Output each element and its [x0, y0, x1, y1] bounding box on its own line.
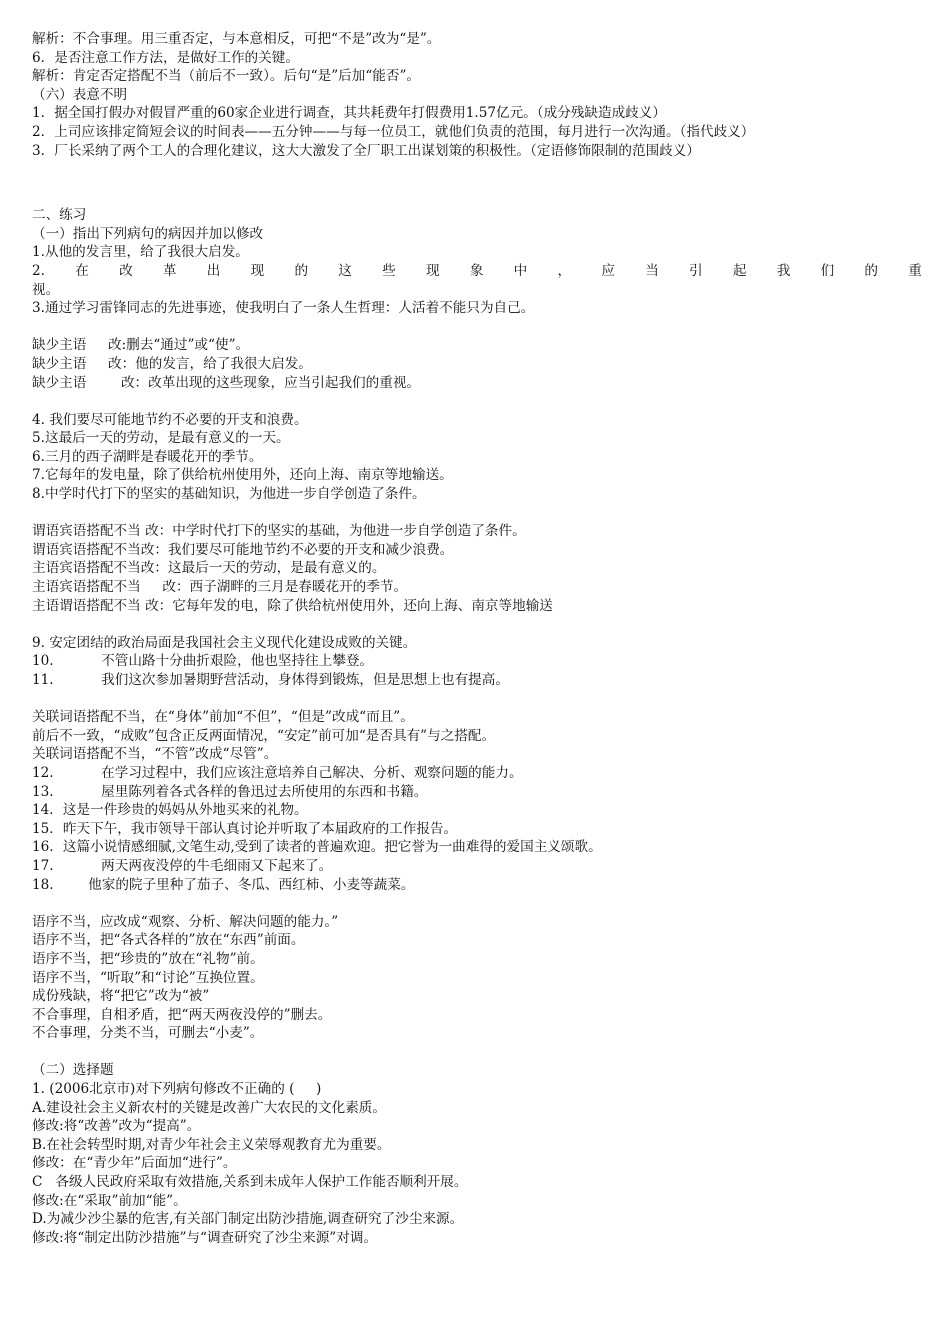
section-heading: （六）表意不明 [32, 86, 128, 103]
choice-line: B.在社会转型时期,对青少年社会主义荣辱观教育尤为重要。 [32, 1136, 391, 1153]
choice-line: A.建设社会主义新农村的关键是改善广大农民的文化素质。 [32, 1099, 386, 1116]
question-line: 10. 不管山路十分曲折艰险，他也坚持往上攀登。 [32, 653, 374, 670]
answer-line: 缺少主语 改：改革出现的这些现象，应当引起我们的重视。 [32, 374, 421, 391]
text-line: 3．厂长采纳了两个工人的合理化建议，这大大激发了全厂职工出谋划策的积极性。（定语修饰限制的范围歧义） [32, 142, 700, 159]
question-line-justified: 2. 在 改 革 出 现 的 这 些 现 象 中 ， 应 当 引 起 我 们 的 重 [32, 262, 922, 279]
text-line: 2．上司应该排定简短会议的时间表——五分钟——与每一位员工，就他们负责的范围，每月进行一次沟通。（指代歧义） [32, 123, 755, 140]
question-line: 4. 我们要尽可能地节约不必要的开支和浪费。 [32, 411, 308, 428]
choice-line: C 各级人民政府采取有效措施,关系到未成年人保护工作能否顺利开展。 [32, 1174, 468, 1191]
answer-line: 主语宾语搭配不当 改：西子湖畔的三月是春暖花开的季节。 [32, 579, 408, 596]
question-line: 18. 他家的院子里种了茄子、冬瓜、西红柿、小麦等蔬菜。 [32, 876, 415, 893]
answer-line: 语序不当，把“各式各样的”放在“东西”前面。 [32, 932, 305, 949]
question-line: 14．这是一件珍贵的妈妈从外地买来的礼物。 [32, 802, 308, 819]
question-line: 11. 我们这次参加暑期野营活动，身体得到锻炼，但是思想上也有提高。 [32, 672, 509, 688]
answer-line: 主语谓语搭配不当 改：它每年发的电，除了供给杭州使用外，还向上海、南京等地输送 [32, 597, 553, 614]
answer-line: 语序不当，应改成“观察、分析、解决问题的能力。” [32, 913, 339, 930]
answer-line: 关联词语搭配不当，“不管”改成“尽管”。 [32, 746, 278, 763]
choice-line: 修改:在“采取”前加“能”。 [32, 1192, 187, 1209]
question-line: 6.三月的西子湖畔是春暖花开的季节。 [32, 448, 263, 465]
answer-line: 谓语宾语搭配不当 改：中学时代打下的坚实的基础，为他进一步自学创造了条件。 [32, 523, 526, 540]
choice-line: 修改:将“改善”改为“提高”。 [32, 1118, 201, 1135]
choice-title: （二）选择题 [32, 1062, 114, 1079]
answer-line: 不合事理，分类不当，可删去“小麦”。 [32, 1025, 264, 1042]
choice-section [32, 1061, 922, 1247]
question-line: 8.中学时代打下的坚实的基础知识，为他进一步自学创造了条件。 [32, 486, 426, 503]
answer-line: 关联词语搭配不当，在“身体”前加“不但”，“但是”改成“而且”。 [32, 709, 414, 726]
choice-line: 修改:将“制定出防沙措施”与“调查研究了沙尘来源”对调。 [32, 1229, 378, 1246]
question-line: 17. 两天两夜没停的牛毛细雨又下起来了。 [32, 857, 333, 874]
question-line: 13. 屋里陈列着各式各样的鲁迅过去所使用的东西和书籍。 [32, 783, 428, 800]
practice-title: 二、练习 [32, 207, 87, 224]
practice-section [32, 206, 922, 1043]
answer-line: 语序不当，“听取”和“讨论”互换位置。 [32, 969, 264, 986]
question-line: 7.它每年的发电量，除了供给杭州使用外，还向上海、南京等地输送。 [32, 467, 453, 484]
choice-line: 1. (2006北京市)对下列病句修改不正确的 ( ) [32, 1081, 322, 1098]
question-line: 12. 在学习过程中，我们应该注意培养自己解决、分析、观察问题的能力。 [32, 764, 523, 781]
question-line: 5.这最后一天的劳动，是最有意义的一天。 [32, 430, 290, 447]
text-line: 1．据全国打假办对假冒严重的60家企业进行调查，其共耗费年打假费用1.57亿元。（成分残缺造成歧义） [32, 105, 666, 122]
answer-line: 语序不当，把“珍贵的”放在“礼物”前。 [32, 950, 264, 967]
text-line: 解析：不合事理。用三重否定，与本意相反，可把“不是”改为“是”。 [32, 31, 441, 47]
answer-line: 成份残缺，将“把它”改为“被” [32, 988, 210, 1005]
question-line: 9. 安定团结的政治局面是我国社会主义现代化建设成败的关键。 [32, 634, 417, 651]
answer-line: 谓语宾语搭配不当改：我们要尽可能地节约不必要的开支和减少浪费。 [32, 541, 454, 558]
document-page [32, 30, 922, 1247]
choice-line: D.为减少沙尘暴的危害,有关部门制定出防沙措施,调查研究了沙尘来源。 [32, 1211, 464, 1228]
question-line: 视。 [32, 281, 60, 298]
question-line: 1.从他的发言里，给了我很大启发。 [32, 244, 249, 261]
top-section [32, 30, 922, 160]
text-line: 解析：肯定否定搭配不当（前后不一致）。后句“是”后加“能否”。 [32, 68, 421, 85]
text-line: 6．是否注意工作方法，是做好工作的关键。 [32, 49, 299, 66]
question-line: 3.通过学习雷锋同志的先进事迹，使我明白了一条人生哲理：人活着不能只为自己。 [32, 300, 535, 317]
answer-line: 前后不一致，“成败”包含正反两面情况，“安定”前可加“是否具有”与之搭配。 [32, 727, 496, 744]
answer-line: 缺少主语 改：他的发言，给了我很大启发。 [32, 355, 312, 372]
choice-line: 修改：在“青少年”后面加“进行”。 [32, 1155, 237, 1172]
answer-line: 不合事理，自相矛盾，把“两天两夜没停的”删去。 [32, 1006, 332, 1023]
answer-line: 主语宾语搭配不当改：这最后一天的劳动，是最有意义的。 [32, 560, 386, 577]
question-line: 15．昨天下午，我市领导干部认真讨论并听取了本届政府的工作报告。 [32, 820, 458, 837]
question-line: 16．这篇小说情感细腻,文笔生动,受到了读者的普遍欢迎。把它誉为一曲难得的爱国主义颂歌。 [32, 839, 602, 856]
answer-line: 缺少主语 改:删去“通过”或“使”。 [32, 337, 250, 354]
practice-subtitle: （一）指出下列病句的病因并加以修改 [32, 225, 264, 242]
